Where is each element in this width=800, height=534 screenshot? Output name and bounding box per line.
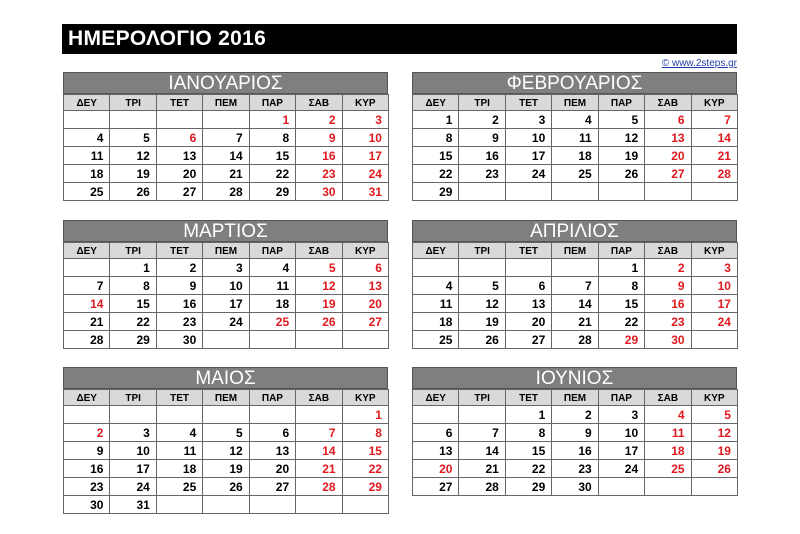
day-cell: 24 xyxy=(691,312,738,331)
day-cell: 27 xyxy=(156,182,203,201)
day-cell: 16 xyxy=(156,294,203,313)
day-cell: 16 xyxy=(551,441,598,460)
day-cell: 26 xyxy=(691,459,738,478)
empty-day-cell xyxy=(295,495,342,514)
day-cell: 21 xyxy=(551,312,598,331)
empty-day-cell xyxy=(412,405,459,424)
day-cell: 4 xyxy=(249,258,296,277)
day-grid xyxy=(63,242,388,348)
weekday-header: ΠΑΡ xyxy=(598,242,645,259)
day-cell: 1 xyxy=(249,110,296,129)
day-cell: 12 xyxy=(598,128,645,147)
day-cell: 28 xyxy=(63,330,110,349)
day-cell: 21 xyxy=(63,312,110,331)
day-cell: 23 xyxy=(63,477,110,496)
empty-day-cell xyxy=(342,330,389,349)
day-cell: 14 xyxy=(458,441,505,460)
empty-day-cell xyxy=(691,477,738,496)
day-cell: 19 xyxy=(202,459,249,478)
empty-day-cell xyxy=(109,110,156,129)
day-cell: 3 xyxy=(598,405,645,424)
day-grid xyxy=(63,94,388,200)
day-cell: 11 xyxy=(63,146,110,165)
day-cell: 22 xyxy=(598,312,645,331)
day-cell: 12 xyxy=(109,146,156,165)
weekday-header: ΚΥΡ xyxy=(342,94,389,111)
day-cell: 3 xyxy=(202,258,249,277)
day-cell: 3 xyxy=(691,258,738,277)
weekday-header: ΤΕΤ xyxy=(505,389,552,406)
empty-day-cell xyxy=(691,330,738,349)
day-cell: 24 xyxy=(598,459,645,478)
empty-day-cell xyxy=(458,405,505,424)
day-cell: 28 xyxy=(458,477,505,496)
day-cell: 24 xyxy=(342,164,389,183)
day-cell: 23 xyxy=(156,312,203,331)
day-cell: 14 xyxy=(202,146,249,165)
day-cell: 17 xyxy=(202,294,249,313)
day-cell: 5 xyxy=(295,258,342,277)
day-cell: 25 xyxy=(156,477,203,496)
day-cell: 19 xyxy=(109,164,156,183)
day-cell: 8 xyxy=(109,276,156,295)
empty-day-cell xyxy=(505,258,552,277)
day-cell: 4 xyxy=(63,128,110,147)
day-cell: 31 xyxy=(342,182,389,201)
day-cell: 27 xyxy=(644,164,691,183)
day-cell: 4 xyxy=(156,423,203,442)
day-cell: 26 xyxy=(458,330,505,349)
weekday-header: ΤΡΙ xyxy=(109,242,156,259)
day-grid xyxy=(412,242,737,348)
month-april xyxy=(412,220,737,348)
day-cell: 13 xyxy=(249,441,296,460)
weekday-header: ΠΕΜ xyxy=(202,242,249,259)
day-cell: 16 xyxy=(644,294,691,313)
day-cell: 17 xyxy=(109,459,156,478)
day-cell: 28 xyxy=(295,477,342,496)
empty-day-cell xyxy=(412,258,459,277)
empty-day-cell xyxy=(458,258,505,277)
day-cell: 20 xyxy=(156,164,203,183)
day-cell: 29 xyxy=(505,477,552,496)
day-cell: 29 xyxy=(342,477,389,496)
day-cell: 5 xyxy=(109,128,156,147)
weekday-header: ΚΥΡ xyxy=(691,389,738,406)
day-cell: 15 xyxy=(109,294,156,313)
weekday-header: ΣΑΒ xyxy=(644,389,691,406)
day-cell: 1 xyxy=(109,258,156,277)
credit-link[interactable]: © www.2steps.gr xyxy=(661,58,737,69)
empty-day-cell xyxy=(156,405,203,424)
day-cell: 5 xyxy=(202,423,249,442)
empty-day-cell xyxy=(458,182,505,201)
weekday-header: ΤΡΙ xyxy=(109,389,156,406)
empty-day-cell xyxy=(156,495,203,514)
day-grid xyxy=(412,389,737,495)
day-cell: 22 xyxy=(342,459,389,478)
weekday-header: ΤΕΤ xyxy=(156,389,203,406)
day-cell: 1 xyxy=(412,110,459,129)
weekday-header: ΠΑΡ xyxy=(249,94,296,111)
day-cell: 24 xyxy=(202,312,249,331)
page-title: ΗΜΕΡΟΛΟΓΙΟ 2016 xyxy=(62,24,737,54)
day-cell: 25 xyxy=(412,330,459,349)
empty-day-cell xyxy=(249,330,296,349)
day-cell: 14 xyxy=(691,128,738,147)
day-cell: 21 xyxy=(295,459,342,478)
day-cell: 11 xyxy=(412,294,459,313)
day-cell: 25 xyxy=(63,182,110,201)
day-cell: 4 xyxy=(551,110,598,129)
month-march xyxy=(63,220,388,348)
empty-day-cell xyxy=(202,330,249,349)
day-cell: 8 xyxy=(505,423,552,442)
day-cell: 26 xyxy=(109,182,156,201)
day-cell: 16 xyxy=(63,459,110,478)
day-cell: 11 xyxy=(644,423,691,442)
day-cell: 30 xyxy=(156,330,203,349)
weekday-header: ΠΕΜ xyxy=(551,94,598,111)
weekday-header: ΣΑΒ xyxy=(295,242,342,259)
day-cell: 10 xyxy=(342,128,389,147)
day-cell: 10 xyxy=(598,423,645,442)
day-cell: 9 xyxy=(458,128,505,147)
day-cell: 21 xyxy=(691,146,738,165)
day-cell: 2 xyxy=(156,258,203,277)
day-cell: 18 xyxy=(412,312,459,331)
day-cell: 17 xyxy=(598,441,645,460)
weekday-header: ΚΥΡ xyxy=(342,242,389,259)
weekday-header: ΤΕΤ xyxy=(505,94,552,111)
day-cell: 30 xyxy=(295,182,342,201)
day-cell: 18 xyxy=(249,294,296,313)
day-cell: 29 xyxy=(412,182,459,201)
month-name: ΦΕΒΡΟΥΑΡΙΟΣ xyxy=(412,72,737,94)
day-cell: 13 xyxy=(156,146,203,165)
weekday-header: ΚΥΡ xyxy=(691,242,738,259)
day-cell: 23 xyxy=(551,459,598,478)
day-cell: 29 xyxy=(598,330,645,349)
day-cell: 11 xyxy=(156,441,203,460)
empty-day-cell xyxy=(63,405,110,424)
day-cell: 7 xyxy=(458,423,505,442)
weekday-header: ΠΕΜ xyxy=(551,389,598,406)
day-cell: 7 xyxy=(202,128,249,147)
weekday-header: ΤΡΙ xyxy=(458,389,505,406)
day-cell: 15 xyxy=(249,146,296,165)
day-cell: 9 xyxy=(63,441,110,460)
day-cell: 8 xyxy=(412,128,459,147)
day-cell: 3 xyxy=(109,423,156,442)
weekday-header: ΠΑΡ xyxy=(249,242,296,259)
weekday-header: ΠΑΡ xyxy=(249,389,296,406)
weekday-header: ΚΥΡ xyxy=(691,94,738,111)
day-cell: 2 xyxy=(63,423,110,442)
day-cell: 11 xyxy=(551,128,598,147)
day-cell: 2 xyxy=(295,110,342,129)
day-cell: 9 xyxy=(551,423,598,442)
day-cell: 13 xyxy=(412,441,459,460)
day-cell: 20 xyxy=(412,459,459,478)
day-cell: 18 xyxy=(551,146,598,165)
month-may xyxy=(63,367,388,513)
day-cell: 15 xyxy=(342,441,389,460)
day-cell: 21 xyxy=(202,164,249,183)
day-cell: 24 xyxy=(505,164,552,183)
day-cell: 1 xyxy=(505,405,552,424)
month-june xyxy=(412,367,737,495)
weekday-header: ΤΕΤ xyxy=(505,242,552,259)
weekday-header: ΔΕΥ xyxy=(63,389,110,406)
month-name: ΙΟΥΝΙΟΣ xyxy=(412,367,737,389)
day-cell: 6 xyxy=(644,110,691,129)
day-cell: 12 xyxy=(295,276,342,295)
weekday-header: ΚΥΡ xyxy=(342,389,389,406)
empty-day-cell xyxy=(63,110,110,129)
empty-day-cell xyxy=(249,405,296,424)
day-cell: 30 xyxy=(644,330,691,349)
day-cell: 17 xyxy=(691,294,738,313)
month-february xyxy=(412,72,737,200)
month-name: ΙΑΝΟΥΑΡΙΟΣ xyxy=(63,72,388,94)
day-cell: 5 xyxy=(458,276,505,295)
day-cell: 25 xyxy=(644,459,691,478)
empty-day-cell xyxy=(691,182,738,201)
day-cell: 12 xyxy=(202,441,249,460)
day-cell: 21 xyxy=(458,459,505,478)
weekday-header: ΤΕΤ xyxy=(156,242,203,259)
weekday-header: ΤΡΙ xyxy=(458,94,505,111)
empty-day-cell xyxy=(202,110,249,129)
empty-day-cell xyxy=(551,258,598,277)
empty-day-cell xyxy=(249,495,296,514)
weekday-header: ΣΑΒ xyxy=(295,94,342,111)
day-cell: 23 xyxy=(295,164,342,183)
day-cell: 20 xyxy=(644,146,691,165)
weekday-header: ΠΑΡ xyxy=(598,389,645,406)
day-cell: 19 xyxy=(458,312,505,331)
day-cell: 28 xyxy=(202,182,249,201)
day-cell: 13 xyxy=(342,276,389,295)
day-cell: 10 xyxy=(109,441,156,460)
day-cell: 26 xyxy=(598,164,645,183)
empty-day-cell xyxy=(598,182,645,201)
weekday-header: ΠΕΜ xyxy=(202,94,249,111)
day-cell: 26 xyxy=(295,312,342,331)
day-cell: 7 xyxy=(551,276,598,295)
weekday-header: ΠΕΜ xyxy=(202,389,249,406)
day-cell: 3 xyxy=(505,110,552,129)
day-cell: 18 xyxy=(156,459,203,478)
weekday-header: ΠΑΡ xyxy=(598,94,645,111)
day-cell: 8 xyxy=(342,423,389,442)
empty-day-cell xyxy=(644,182,691,201)
weekday-header: ΔΕΥ xyxy=(63,94,110,111)
empty-day-cell xyxy=(551,182,598,201)
day-cell: 19 xyxy=(295,294,342,313)
day-cell: 12 xyxy=(458,294,505,313)
day-cell: 27 xyxy=(249,477,296,496)
empty-day-cell xyxy=(295,405,342,424)
day-cell: 25 xyxy=(249,312,296,331)
day-grid xyxy=(412,94,737,200)
day-cell: 14 xyxy=(551,294,598,313)
day-cell: 15 xyxy=(598,294,645,313)
weekday-header: ΔΕΥ xyxy=(63,242,110,259)
weekday-header: ΤΕΤ xyxy=(156,94,203,111)
day-cell: 15 xyxy=(505,441,552,460)
day-cell: 22 xyxy=(249,164,296,183)
day-cell: 13 xyxy=(644,128,691,147)
weekday-header: ΣΑΒ xyxy=(295,389,342,406)
day-cell: 22 xyxy=(109,312,156,331)
empty-day-cell xyxy=(644,477,691,496)
month-name: ΑΠΡΙΛΙΟΣ xyxy=(412,220,737,242)
day-cell: 9 xyxy=(156,276,203,295)
empty-day-cell xyxy=(63,258,110,277)
weekday-header: ΔΕΥ xyxy=(412,94,459,111)
day-cell: 25 xyxy=(551,164,598,183)
weekday-header: ΠΕΜ xyxy=(551,242,598,259)
day-cell: 23 xyxy=(644,312,691,331)
weekday-header: ΤΡΙ xyxy=(458,242,505,259)
day-cell: 16 xyxy=(295,146,342,165)
weekday-header: ΔΕΥ xyxy=(412,389,459,406)
day-cell: 8 xyxy=(598,276,645,295)
day-cell: 2 xyxy=(551,405,598,424)
day-cell: 1 xyxy=(598,258,645,277)
day-cell: 9 xyxy=(644,276,691,295)
empty-day-cell xyxy=(202,405,249,424)
day-cell: 6 xyxy=(505,276,552,295)
day-cell: 14 xyxy=(63,294,110,313)
day-cell: 30 xyxy=(551,477,598,496)
day-grid xyxy=(63,389,388,513)
empty-day-cell xyxy=(342,495,389,514)
day-cell: 13 xyxy=(505,294,552,313)
day-cell: 8 xyxy=(249,128,296,147)
day-cell: 29 xyxy=(109,330,156,349)
weekday-header: ΣΑΒ xyxy=(644,242,691,259)
day-cell: 28 xyxy=(551,330,598,349)
day-cell: 10 xyxy=(691,276,738,295)
day-cell: 11 xyxy=(249,276,296,295)
day-cell: 20 xyxy=(249,459,296,478)
day-cell: 22 xyxy=(505,459,552,478)
empty-day-cell xyxy=(598,477,645,496)
empty-day-cell xyxy=(505,182,552,201)
weekday-header: ΣΑΒ xyxy=(644,94,691,111)
day-cell: 3 xyxy=(342,110,389,129)
day-cell: 27 xyxy=(412,477,459,496)
day-cell: 5 xyxy=(598,110,645,129)
day-cell: 18 xyxy=(644,441,691,460)
day-cell: 7 xyxy=(691,110,738,129)
day-cell: 6 xyxy=(249,423,296,442)
day-cell: 27 xyxy=(505,330,552,349)
day-cell: 5 xyxy=(691,405,738,424)
day-cell: 2 xyxy=(458,110,505,129)
day-cell: 24 xyxy=(109,477,156,496)
month-name: ΜΑΙΟΣ xyxy=(63,367,388,389)
month-january xyxy=(63,72,388,200)
day-cell: 17 xyxy=(505,146,552,165)
day-cell: 4 xyxy=(644,405,691,424)
day-cell: 1 xyxy=(342,405,389,424)
empty-day-cell xyxy=(202,495,249,514)
empty-day-cell xyxy=(156,110,203,129)
day-cell: 15 xyxy=(412,146,459,165)
day-cell: 22 xyxy=(412,164,459,183)
weekday-header: ΔΕΥ xyxy=(412,242,459,259)
day-cell: 30 xyxy=(63,495,110,514)
day-cell: 9 xyxy=(295,128,342,147)
day-cell: 29 xyxy=(249,182,296,201)
weekday-header: ΤΡΙ xyxy=(109,94,156,111)
day-cell: 6 xyxy=(342,258,389,277)
day-cell: 7 xyxy=(295,423,342,442)
day-cell: 6 xyxy=(412,423,459,442)
day-cell: 14 xyxy=(295,441,342,460)
day-cell: 10 xyxy=(202,276,249,295)
day-cell: 12 xyxy=(691,423,738,442)
day-cell: 20 xyxy=(342,294,389,313)
day-cell: 31 xyxy=(109,495,156,514)
day-cell: 19 xyxy=(691,441,738,460)
empty-day-cell xyxy=(295,330,342,349)
day-cell: 10 xyxy=(505,128,552,147)
day-cell: 27 xyxy=(342,312,389,331)
day-cell: 26 xyxy=(202,477,249,496)
day-cell: 20 xyxy=(505,312,552,331)
day-cell: 28 xyxy=(691,164,738,183)
empty-day-cell xyxy=(109,405,156,424)
month-name: ΜΑΡΤΙΟΣ xyxy=(63,220,388,242)
day-cell: 4 xyxy=(412,276,459,295)
day-cell: 18 xyxy=(63,164,110,183)
day-cell: 17 xyxy=(342,146,389,165)
day-cell: 6 xyxy=(156,128,203,147)
day-cell: 7 xyxy=(63,276,110,295)
day-cell: 23 xyxy=(458,164,505,183)
day-cell: 16 xyxy=(458,146,505,165)
day-cell: 19 xyxy=(598,146,645,165)
day-cell: 2 xyxy=(644,258,691,277)
